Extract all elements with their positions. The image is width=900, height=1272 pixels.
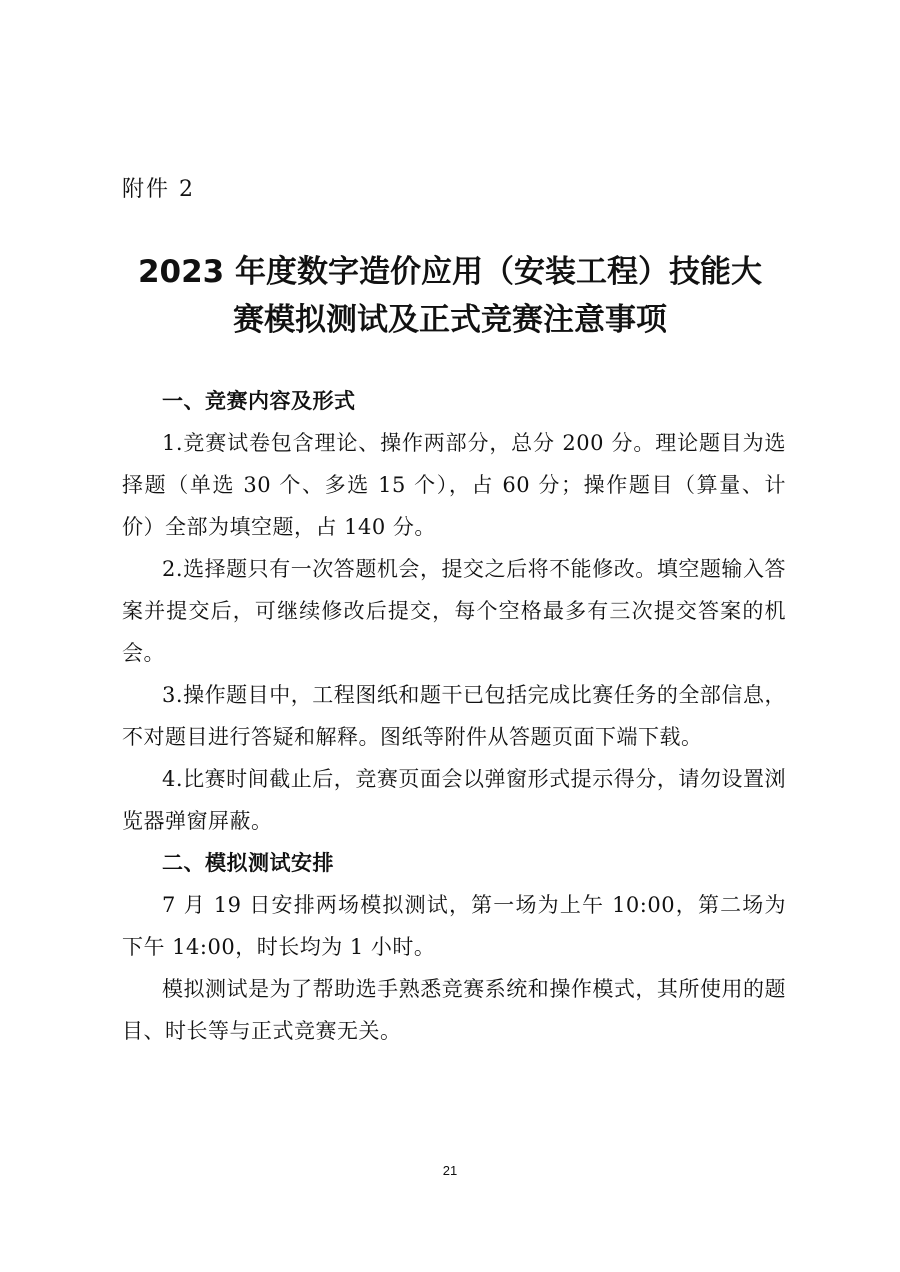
attachment-label: 附件 2 (122, 177, 195, 202)
paragraph-2-1: 7 月 19 日安排两场模拟测试，第一场为上午 10:00，第二场为下午 14:00，时长均为 1 小时。 (122, 893, 786, 959)
paragraph-1-2: 2.选择题只有一次答题机会，提交之后将不能修改。填空题输入答案并提交后，可继续修改后提交，每个空格最多有三次提交答案的机会。 (122, 557, 786, 665)
document-title (100, 248, 800, 344)
paragraph-1-4: 4.比赛时间截止后，竞赛页面会以弹窗形式提示得分，请勿设置浏览器弹窗屏蔽。 (122, 767, 786, 833)
document-body (122, 380, 786, 1052)
paragraph-1-1: 1.竞赛试卷包含理论、操作两部分，总分 200 分。理论题目为选择题（单选 30 个、多选 15 个），占 60 分；操作题目（算量、计价）全部为填空题，占 140 分。 (122, 431, 786, 539)
paragraph-2-2: 模拟测试是为了帮助选手熟悉竞赛系统和操作模式，其所使用的题目、时长等与正式竞赛无关。 (122, 977, 786, 1043)
paragraph-1-3: 3.操作题目中，工程图纸和题干已包括完成比赛任务的全部信息，不对题目进行答疑和解释。图纸等附件从答题页面下端下载。 (122, 683, 786, 749)
section-heading-1: 一、竞赛内容及形式 (162, 389, 356, 413)
title-line-1: 2023 年度数字造价应用（安装工程）技能大 (137, 254, 763, 290)
page-number: 21 (442, 1163, 458, 1178)
title-line-2: 赛模拟测试及正式竞赛注意事项 (233, 302, 667, 338)
section-heading-2: 二、模拟测试安排 (162, 851, 334, 875)
